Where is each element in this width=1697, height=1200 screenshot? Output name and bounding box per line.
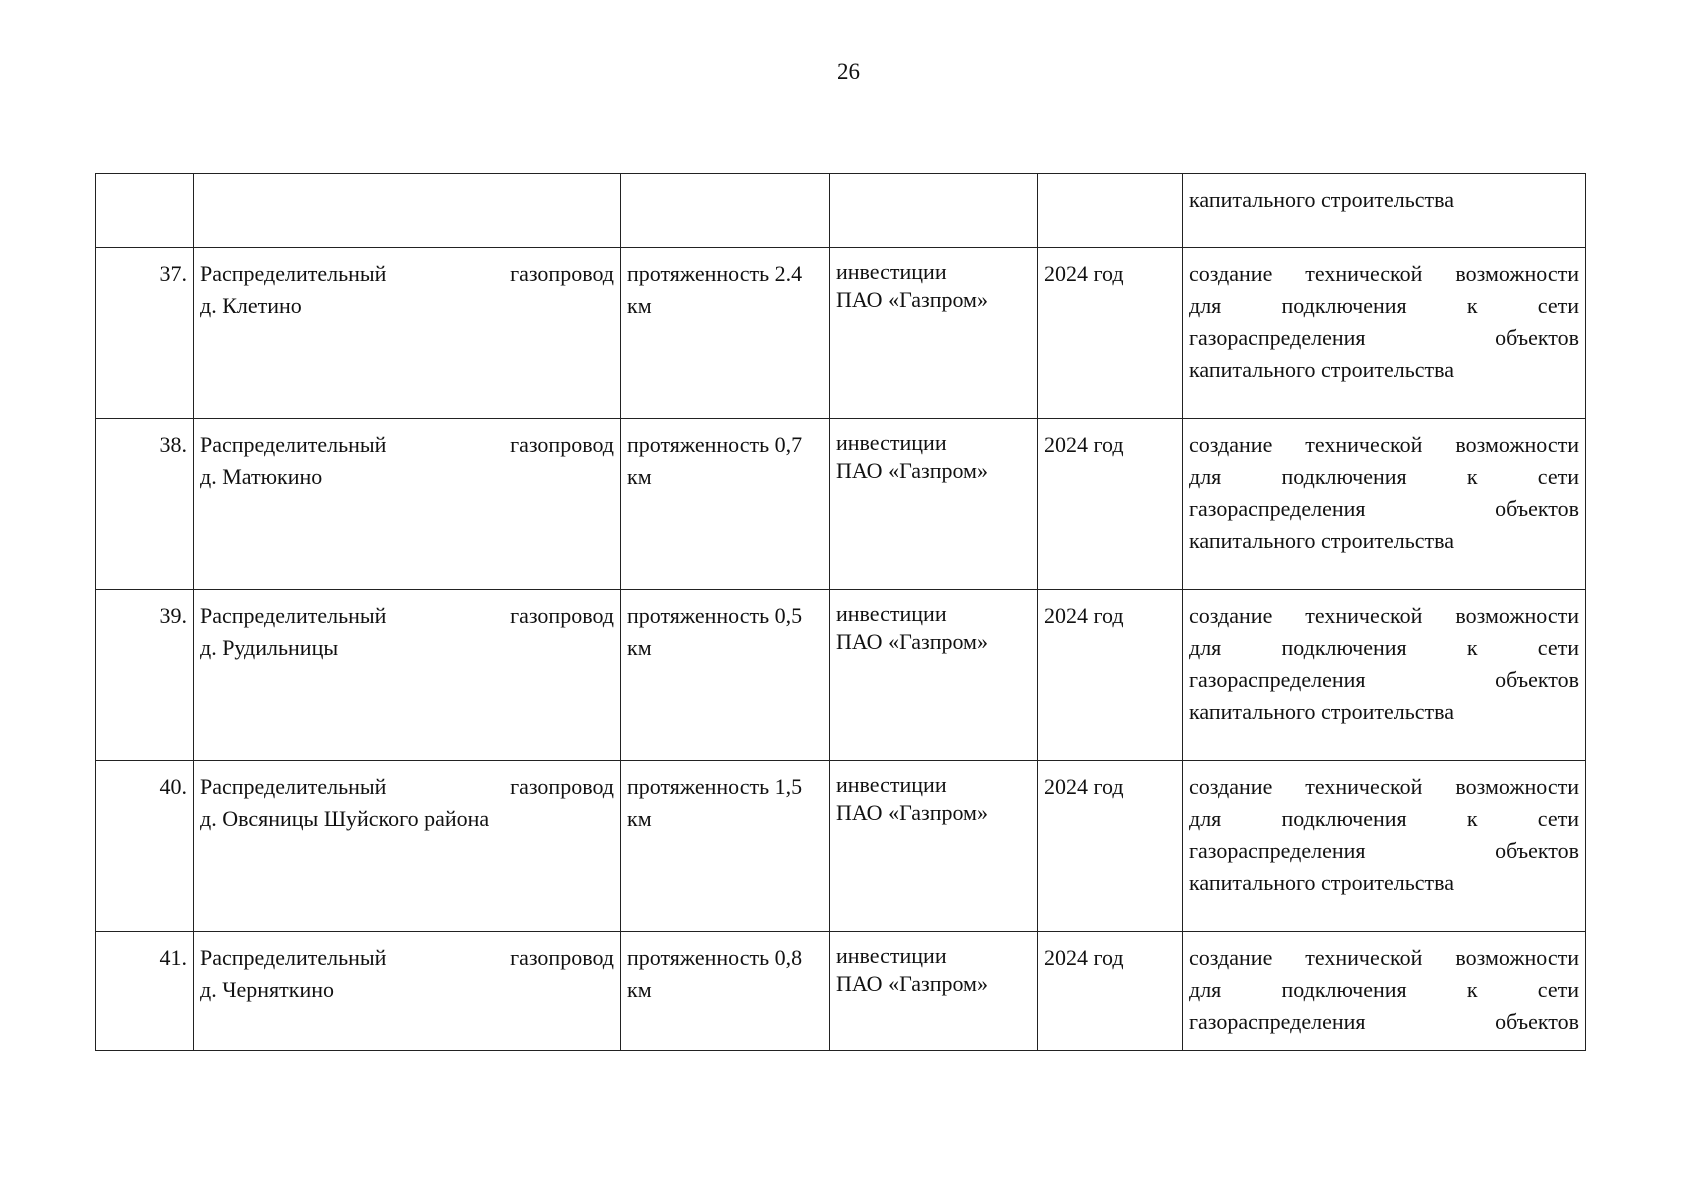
length-line-2: км (627, 464, 652, 489)
cell-length (621, 419, 830, 590)
name-line-1 (200, 429, 614, 461)
goal-word: газораспределения (1189, 496, 1366, 521)
cell-goal (1183, 419, 1586, 590)
goal-word: газораспределения (1189, 838, 1366, 863)
cell-length (621, 932, 830, 1051)
goal-word: подключения (1281, 977, 1407, 1002)
goal-word: объектов (1495, 496, 1579, 521)
source-line-1: инвестиции (836, 943, 947, 968)
row-number: 39. (159, 603, 187, 628)
name-line-2: д. Черняткино (200, 977, 334, 1002)
page-number: 26 (837, 59, 860, 84)
table-row (96, 419, 1586, 590)
goal-word: для (1189, 635, 1222, 660)
goal-word: технической (1305, 945, 1423, 970)
cell-number (96, 248, 194, 419)
source-line-1: инвестиции (836, 259, 947, 284)
goal-word: возможности (1455, 432, 1579, 457)
goal-word: объектов (1495, 325, 1579, 350)
goal-word: создание (1189, 774, 1273, 799)
source-line-2: ПАО «Газпром» (836, 971, 988, 996)
length-line-1: протяженность 2.4 (627, 261, 803, 286)
length-line-1: протяженность 1,5 (627, 774, 803, 799)
cell-source (830, 248, 1038, 419)
goal-line-1 (1189, 429, 1579, 461)
goal-word: сети (1537, 806, 1579, 831)
name-word-1: Распределительный (200, 432, 387, 457)
goal-line-4: капитального строительства (1189, 357, 1455, 382)
goal-word: технической (1305, 774, 1423, 799)
cell-number (96, 419, 194, 590)
cell-goal (1183, 248, 1586, 419)
length-line-2: км (627, 293, 652, 318)
goal-text: капитального строительства (1189, 187, 1455, 212)
goal-line-2 (1189, 290, 1579, 322)
cell-number (96, 590, 194, 761)
goal-word: к (1466, 464, 1478, 489)
length-line-1: протяженность 0,8 (627, 945, 803, 970)
goal-word: подключения (1281, 293, 1407, 318)
table-row (96, 761, 1586, 932)
row-number: 37. (159, 261, 187, 286)
name-word-1: Распределительный (200, 603, 387, 628)
cell-deadline (1038, 248, 1183, 419)
goal-word: для (1189, 806, 1222, 831)
goal-word: подключения (1281, 806, 1407, 831)
goal-line-3 (1189, 493, 1579, 525)
cell-goal (1183, 174, 1586, 248)
length-line-2: км (627, 635, 652, 660)
goal-word: газораспределения (1189, 325, 1366, 350)
length-line-1: протяженность 0,5 (627, 603, 803, 628)
goal-line-3 (1189, 322, 1579, 354)
cell-source (830, 761, 1038, 932)
goal-word: сети (1537, 293, 1579, 318)
deadline-text: 2024 год (1044, 945, 1124, 970)
cell-goal (1183, 761, 1586, 932)
goal-word: создание (1189, 432, 1273, 457)
cell-length (621, 248, 830, 419)
deadline-text: 2024 год (1044, 774, 1124, 799)
cell-length (621, 761, 830, 932)
name-word-2: газопровод (510, 774, 614, 799)
name-line-2: д. Клетино (200, 293, 302, 318)
deadline-text: 2024 год (1044, 261, 1124, 286)
cell-name (194, 174, 621, 248)
table-row-continuation (96, 174, 1586, 248)
goal-line-1 (1189, 942, 1579, 974)
name-word-1: Распределительный (200, 945, 387, 970)
cell-number (96, 761, 194, 932)
length-line-2: км (627, 977, 652, 1002)
source-line-1: инвестиции (836, 430, 947, 455)
cell-source (830, 590, 1038, 761)
goal-word: для (1189, 293, 1222, 318)
cell-deadline (1038, 761, 1183, 932)
cell-name (194, 248, 621, 419)
goal-word: к (1466, 635, 1478, 660)
goal-word: к (1466, 806, 1478, 831)
goal-word: объектов (1495, 838, 1579, 863)
goal-line-1 (1189, 258, 1579, 290)
goal-word: к (1466, 293, 1478, 318)
cell-name (194, 761, 621, 932)
goal-line-2 (1189, 803, 1579, 835)
name-line-2: д. Матюкино (200, 464, 323, 489)
cell-number (96, 932, 194, 1051)
source-line-2: ПАО «Газпром» (836, 458, 988, 483)
goal-line-3 (1189, 664, 1579, 696)
row-number: 41. (159, 945, 187, 970)
deadline-text: 2024 год (1044, 603, 1124, 628)
cell-source (830, 174, 1038, 248)
goal-line-3 (1189, 1006, 1579, 1038)
cell-goal (1183, 932, 1586, 1051)
name-word-2: газопровод (510, 603, 614, 628)
name-line-1 (200, 771, 614, 803)
goal-line-3 (1189, 835, 1579, 867)
goal-word: сети (1537, 635, 1579, 660)
cell-source (830, 419, 1038, 590)
goal-word: сети (1537, 977, 1579, 1002)
cell-name (194, 590, 621, 761)
name-word-2: газопровод (510, 261, 614, 286)
goal-word: для (1189, 464, 1222, 489)
goal-line-4: капитального строительства (1189, 528, 1455, 553)
cell-length (621, 590, 830, 761)
goal-line-1 (1189, 600, 1579, 632)
goal-word: возможности (1455, 945, 1579, 970)
goal-word: возможности (1455, 603, 1579, 628)
cell-deadline (1038, 174, 1183, 248)
table-row (96, 248, 1586, 419)
row-number: 40. (159, 774, 187, 799)
cell-name (194, 932, 621, 1051)
cell-name (194, 419, 621, 590)
source-line-2: ПАО «Газпром» (836, 629, 988, 654)
source-line-2: ПАО «Газпром» (836, 800, 988, 825)
row-number: 38. (159, 432, 187, 457)
goal-line-2 (1189, 632, 1579, 664)
name-word-1: Распределительный (200, 261, 387, 286)
length-line-1: протяженность 0,7 (627, 432, 803, 457)
source-line-1: инвестиции (836, 772, 947, 797)
goal-word: объектов (1495, 1009, 1579, 1034)
table-row (96, 932, 1586, 1051)
goal-line-4: капитального строительства (1189, 699, 1455, 724)
cell-goal (1183, 590, 1586, 761)
goal-word: подключения (1281, 635, 1407, 660)
deadline-text: 2024 год (1044, 432, 1124, 457)
goal-word: возможности (1455, 261, 1579, 286)
goal-word: объектов (1495, 667, 1579, 692)
goal-word: для (1189, 977, 1222, 1002)
name-line-2: д. Овсяницы Шуйского района (200, 806, 490, 831)
goal-word: сети (1537, 464, 1579, 489)
cell-deadline (1038, 419, 1183, 590)
table-row (96, 590, 1586, 761)
goal-line-4: капитального строительства (1189, 870, 1455, 895)
goal-word: подключения (1281, 464, 1407, 489)
cell-length (621, 174, 830, 248)
goal-word: технической (1305, 603, 1423, 628)
goal-line-1 (1189, 771, 1579, 803)
name-word-1: Распределительный (200, 774, 387, 799)
name-line-1 (200, 258, 614, 290)
length-line-2: км (627, 806, 652, 831)
name-word-2: газопровод (510, 945, 614, 970)
goal-word: к (1466, 977, 1478, 1002)
gas-pipeline-table (95, 173, 1586, 1051)
source-line-2: ПАО «Газпром» (836, 287, 988, 312)
goal-line-2 (1189, 461, 1579, 493)
goal-word: создание (1189, 603, 1273, 628)
goal-word: газораспределения (1189, 1009, 1366, 1034)
goal-word: возможности (1455, 774, 1579, 799)
name-line-1 (200, 942, 614, 974)
name-word-2: газопровод (510, 432, 614, 457)
cell-deadline (1038, 932, 1183, 1051)
goal-word: газораспределения (1189, 667, 1366, 692)
goal-word: технической (1305, 432, 1423, 457)
goal-line-2 (1189, 974, 1579, 1006)
source-line-1: инвестиции (836, 601, 947, 626)
cell-deadline (1038, 590, 1183, 761)
name-line-2: д. Рудильницы (200, 635, 339, 660)
cell-number (96, 174, 194, 248)
cell-source (830, 932, 1038, 1051)
goal-word: технической (1305, 261, 1423, 286)
goal-word: создание (1189, 945, 1273, 970)
name-line-1 (200, 600, 614, 632)
goal-word: создание (1189, 261, 1273, 286)
